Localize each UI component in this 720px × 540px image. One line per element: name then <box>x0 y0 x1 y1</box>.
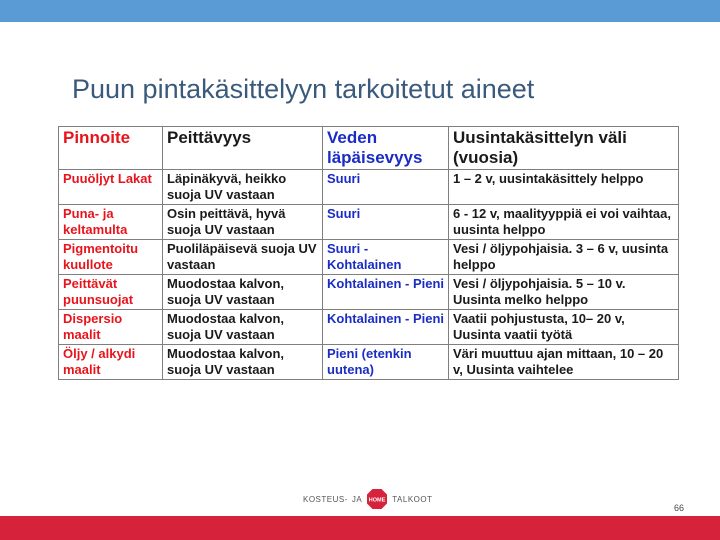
table-row <box>59 240 679 275</box>
cell-interval: 1 – 2 v, uusintakäsittely helppo <box>449 170 679 205</box>
cell-coating: Peittävät puunsuojat <box>59 275 163 310</box>
top-bar <box>0 0 720 22</box>
cell-coverage: Muodostaa kalvon, suoja UV vastaan <box>163 275 323 310</box>
slide-title: Puun pintakäsittelyyn tarkoitetut aineet <box>72 74 535 104</box>
cell-interval: Vesi / öljypohjaisia. 5 – 10 v. Uusinta melko helppo <box>449 275 679 310</box>
cell-interval: Vaatii pohjustusta, 10– 20 v, Uusinta vaatii työtä <box>449 310 679 345</box>
table-row <box>59 275 679 310</box>
coating-table <box>58 126 679 380</box>
cell-coating: Puna- ja keltamulta <box>59 205 163 240</box>
cell-interval: Vesi / öljypohjaisia. 3 – 6 v, uusinta helppo <box>449 240 679 275</box>
cell-coating: Puuöljyt Lakat <box>59 170 163 205</box>
cell-coverage: Muodostaa kalvon, suoja UV vastaan <box>163 345 323 380</box>
header-peittavyys: Peittävyys <box>163 127 323 170</box>
cell-coating: Öljy / alkydi maalit <box>59 345 163 380</box>
bottom-bar <box>0 516 720 540</box>
cell-coverage: Muodostaa kalvon, suoja UV vastaan <box>163 310 323 345</box>
cell-permeability: Pieni (etenkin uutena) <box>323 345 449 380</box>
header-uusintakasittely: Uusintakäsittelyn väli (vuosia) <box>449 127 679 170</box>
table-row <box>59 345 679 380</box>
cell-permeability: Suuri <box>323 205 449 240</box>
table-row <box>59 170 679 205</box>
table-row <box>59 205 679 240</box>
logo-badge-text: HOME <box>369 497 386 504</box>
cell-permeability: Suuri - Kohtalainen <box>323 240 449 275</box>
header-veden-lapaisevyys: Veden läpäisevyys <box>323 127 449 170</box>
cell-permeability: Suuri <box>323 170 449 205</box>
cell-coverage: Läpinäkyvä, heikko suoja UV vastaan <box>163 170 323 205</box>
cell-coverage: Osin peittävä, hyvä suoja UV vastaan <box>163 205 323 240</box>
cell-permeability: Kohtalainen - Pieni <box>323 310 449 345</box>
kosteus-ja-home-talkoot-logo <box>303 486 433 512</box>
cell-permeability: Kohtalainen - Pieni <box>323 275 449 310</box>
logo-middle-text: JA <box>351 494 363 504</box>
logo-right-text: TALKOOT <box>392 494 433 504</box>
cell-coating: Dispersio maalit <box>59 310 163 345</box>
cell-interval: Väri muuttuu ajan mittaan, 10 – 20 v, Uusinta vaihtelee <box>449 345 679 380</box>
cell-coverage: Puoliläpäisevä suoja UV vastaan <box>163 240 323 275</box>
cell-interval: 6 - 12 v, maalityyppiä ei voi vaihtaa, uusinta helppo <box>449 205 679 240</box>
page-number: 66 <box>674 503 685 513</box>
table-row <box>59 310 679 345</box>
cell-coating: Pigmentoitu kuullote <box>59 240 163 275</box>
table-header-row <box>59 127 679 170</box>
header-pinnoite: Pinnoite <box>59 127 163 170</box>
stop-sign-icon <box>366 488 388 510</box>
logo-left-text: KOSTEUS- <box>303 494 348 504</box>
